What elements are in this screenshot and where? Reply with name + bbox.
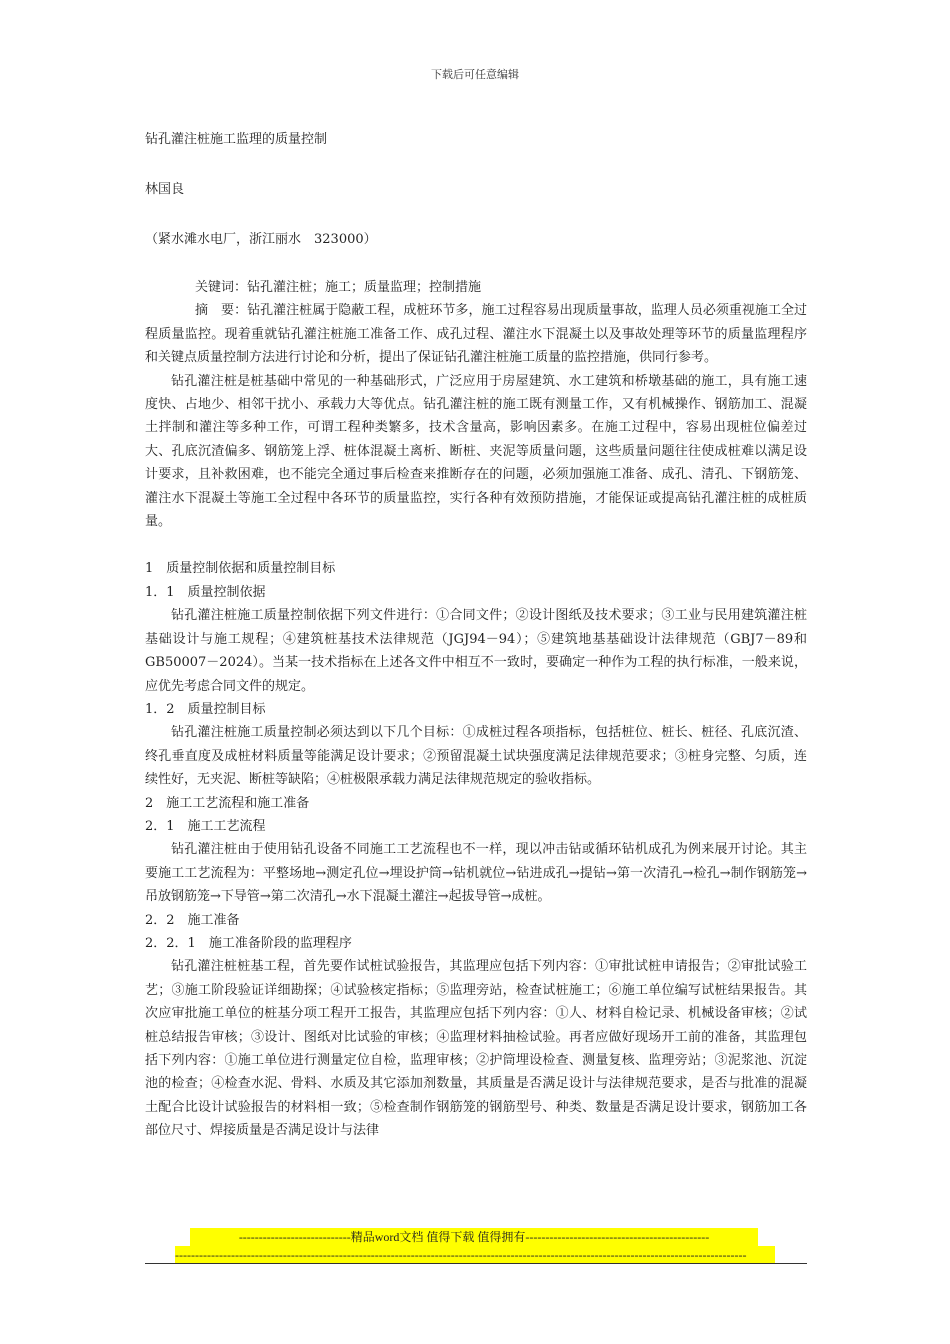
body-text xyxy=(145,276,807,1143)
paragraph-2-2-1: 钻孔灌注桩桩基工程，首先要作试桩试验报告，其监理应包括下列内容：①审批试桩申请报告；②审批试验工艺；③施工阶段验证详细勘探；④试验核定指标；⑤监理旁站，检查试桩施工；⑥施工单位编写试桩结果报告。其次应审批施工单位的桩基分项工程开工报告，其监理应包括下列内容：①人、材料自检记录、机械设备审核；②试桩总结报告审核；③设计、图纸对比试验的审核；④监理材料抽检试验。再者应做好现场开工前的准备，其监理包括下列内容：①施工单位进行测量定位自检，监理审核；②护筒埋设检查、测量复核、监理旁站；③泥浆池、沉淀池的检查；④检查水泥、骨料、水质及其它添加剂数量，其质量是否满足设计与法律规范要求，是否与批准的混凝土配合比设计试验报告的材料相一致；⑤检查制作钢筋笼的钢筋型号、种类、数量是否满足设计要求，钢筋加工各部位尺寸、焊接质量是否满足设计与法律 xyxy=(145,959,807,1139)
section-heading-1-1: 1．1 质量控制依据 xyxy=(145,584,266,600)
footer-rule xyxy=(145,1263,807,1264)
section-heading-1-2: 1．2 质量控制目标 xyxy=(145,701,266,717)
section-heading-2: 2 施工工艺流程和施工准备 xyxy=(145,795,310,811)
paragraph-1-1: 钻孔灌注桩施工质量控制依据下列文件进行：①合同文件；②设计图纸及技术要求；③工业与民用建筑灌注桩基础设计与施工规程；④建筑桩基技术法律规范（JGJ94－94）；⑤建筑地基基础设计法律规范（GBJ7－89和GB50007－2024）。当某一技术指标在上述各文件中相互不一致时，要确定一种作为工程的执行标准，一般来说，应优先考虑合同文件的规定。 xyxy=(145,608,807,694)
footer-dash-band: ----------------------------------------------------------------------------------------------------------------------------------------------- xyxy=(175,1246,775,1264)
header-note: 下载后可任意编辑 xyxy=(431,68,519,81)
intro-paragraph: 钻孔灌注桩是桩基础中常见的一种基础形式，广泛应用于房屋建筑、水工建筑和桥墩基础的施工，具有施工速度快、占地少、相邻干扰小、承载力大等优点。钻孔灌注桩的施工既有测量工作，又有机械操作、钢筋加工、混凝土拌制和灌注等多种工作，可谓工程种类繁多，技术含量高，影响因素多。在施工过程中，容易出现桩位偏差过大、孔底沉渣偏多、钢筋笼上浮、桩体混凝土离析、断桩、夹泥等质量问题，这些质量问题往往使成桩难以满足设计要求，且补救困难，也不能完全通过事后检查来推断存在的问题，必须加强施工准备、成孔、清孔、下钢筋笼、灌注水下混凝土等施工全过程中各环节的质量监控，实行各种有效预防措施，才能保证或提高钻孔灌注桩的成桩质量。 xyxy=(145,373,807,530)
section-heading-2-2-1: 2．2．1 施工准备阶段的监理程序 xyxy=(145,935,352,951)
footer-promo-band: ----------------------------精品word文档 值得下载 值得拥有---------------------------------------------- xyxy=(190,1228,758,1246)
author-name: 林国良 xyxy=(145,182,185,197)
section-gap xyxy=(145,533,807,557)
paragraph-1-2: 钻孔灌注桩施工质量控制必须达到以下几个目标：①成桩过程各项指标，包括桩位、桩长、桩径、孔底沉渣、终孔垂直度及成桩材料质量等能满足设计要求；②预留混凝土试块强度满足法律规范要求；③桩身完整、匀质，连续性好，无夹泥、断桩等缺陷；④桩极限承载力满足法律规范规定的验收指标。 xyxy=(145,725,807,788)
section-heading-2-2: 2．2 施工准备 xyxy=(145,912,240,928)
keywords: 关键词：钻孔灌注桩；施工；质量监理；控制措施 xyxy=(195,280,482,295)
abstract: 摘 要：钻孔灌注桩属于隐蔽工程，成桩环节多，施工过程容易出现质量事故，监理人员必须重视施工全过程质量监控。现着重就钻孔灌注桩施工准备工作、成孔过程、灌注水下混凝土以及事故处理等环节的质量监理程序和关键点质量控制方法进行讨论和分析，提出了保证钻孔灌注桩施工质量的监控措施，供同行参考。 xyxy=(145,303,807,366)
section-heading-1: 1 质量控制依据和质量控制目标 xyxy=(145,561,336,577)
paper-title: 钻孔灌注桩施工监理的质量控制 xyxy=(145,132,328,147)
author-affiliation: （紧水滩水电厂，浙江丽水 323000） xyxy=(145,232,377,247)
section-heading-2-1: 2．1 施工工艺流程 xyxy=(145,818,266,834)
paragraph-2-1: 钻孔灌注桩由于使用钻孔设备不同施工工艺流程也不一样，现以冲击钻或循环钻机成孔为例来展开讨论。其主要施工工艺流程为：平整场地→测定孔位→埋设护筒→钻机就位→钻进成孔→提钻→第一次清孔→检孔→制作钢筋笼→吊放钢筋笼→下导管→第二次清孔→水下混凝土灌注→起拔导管→成桩。 xyxy=(145,842,807,905)
